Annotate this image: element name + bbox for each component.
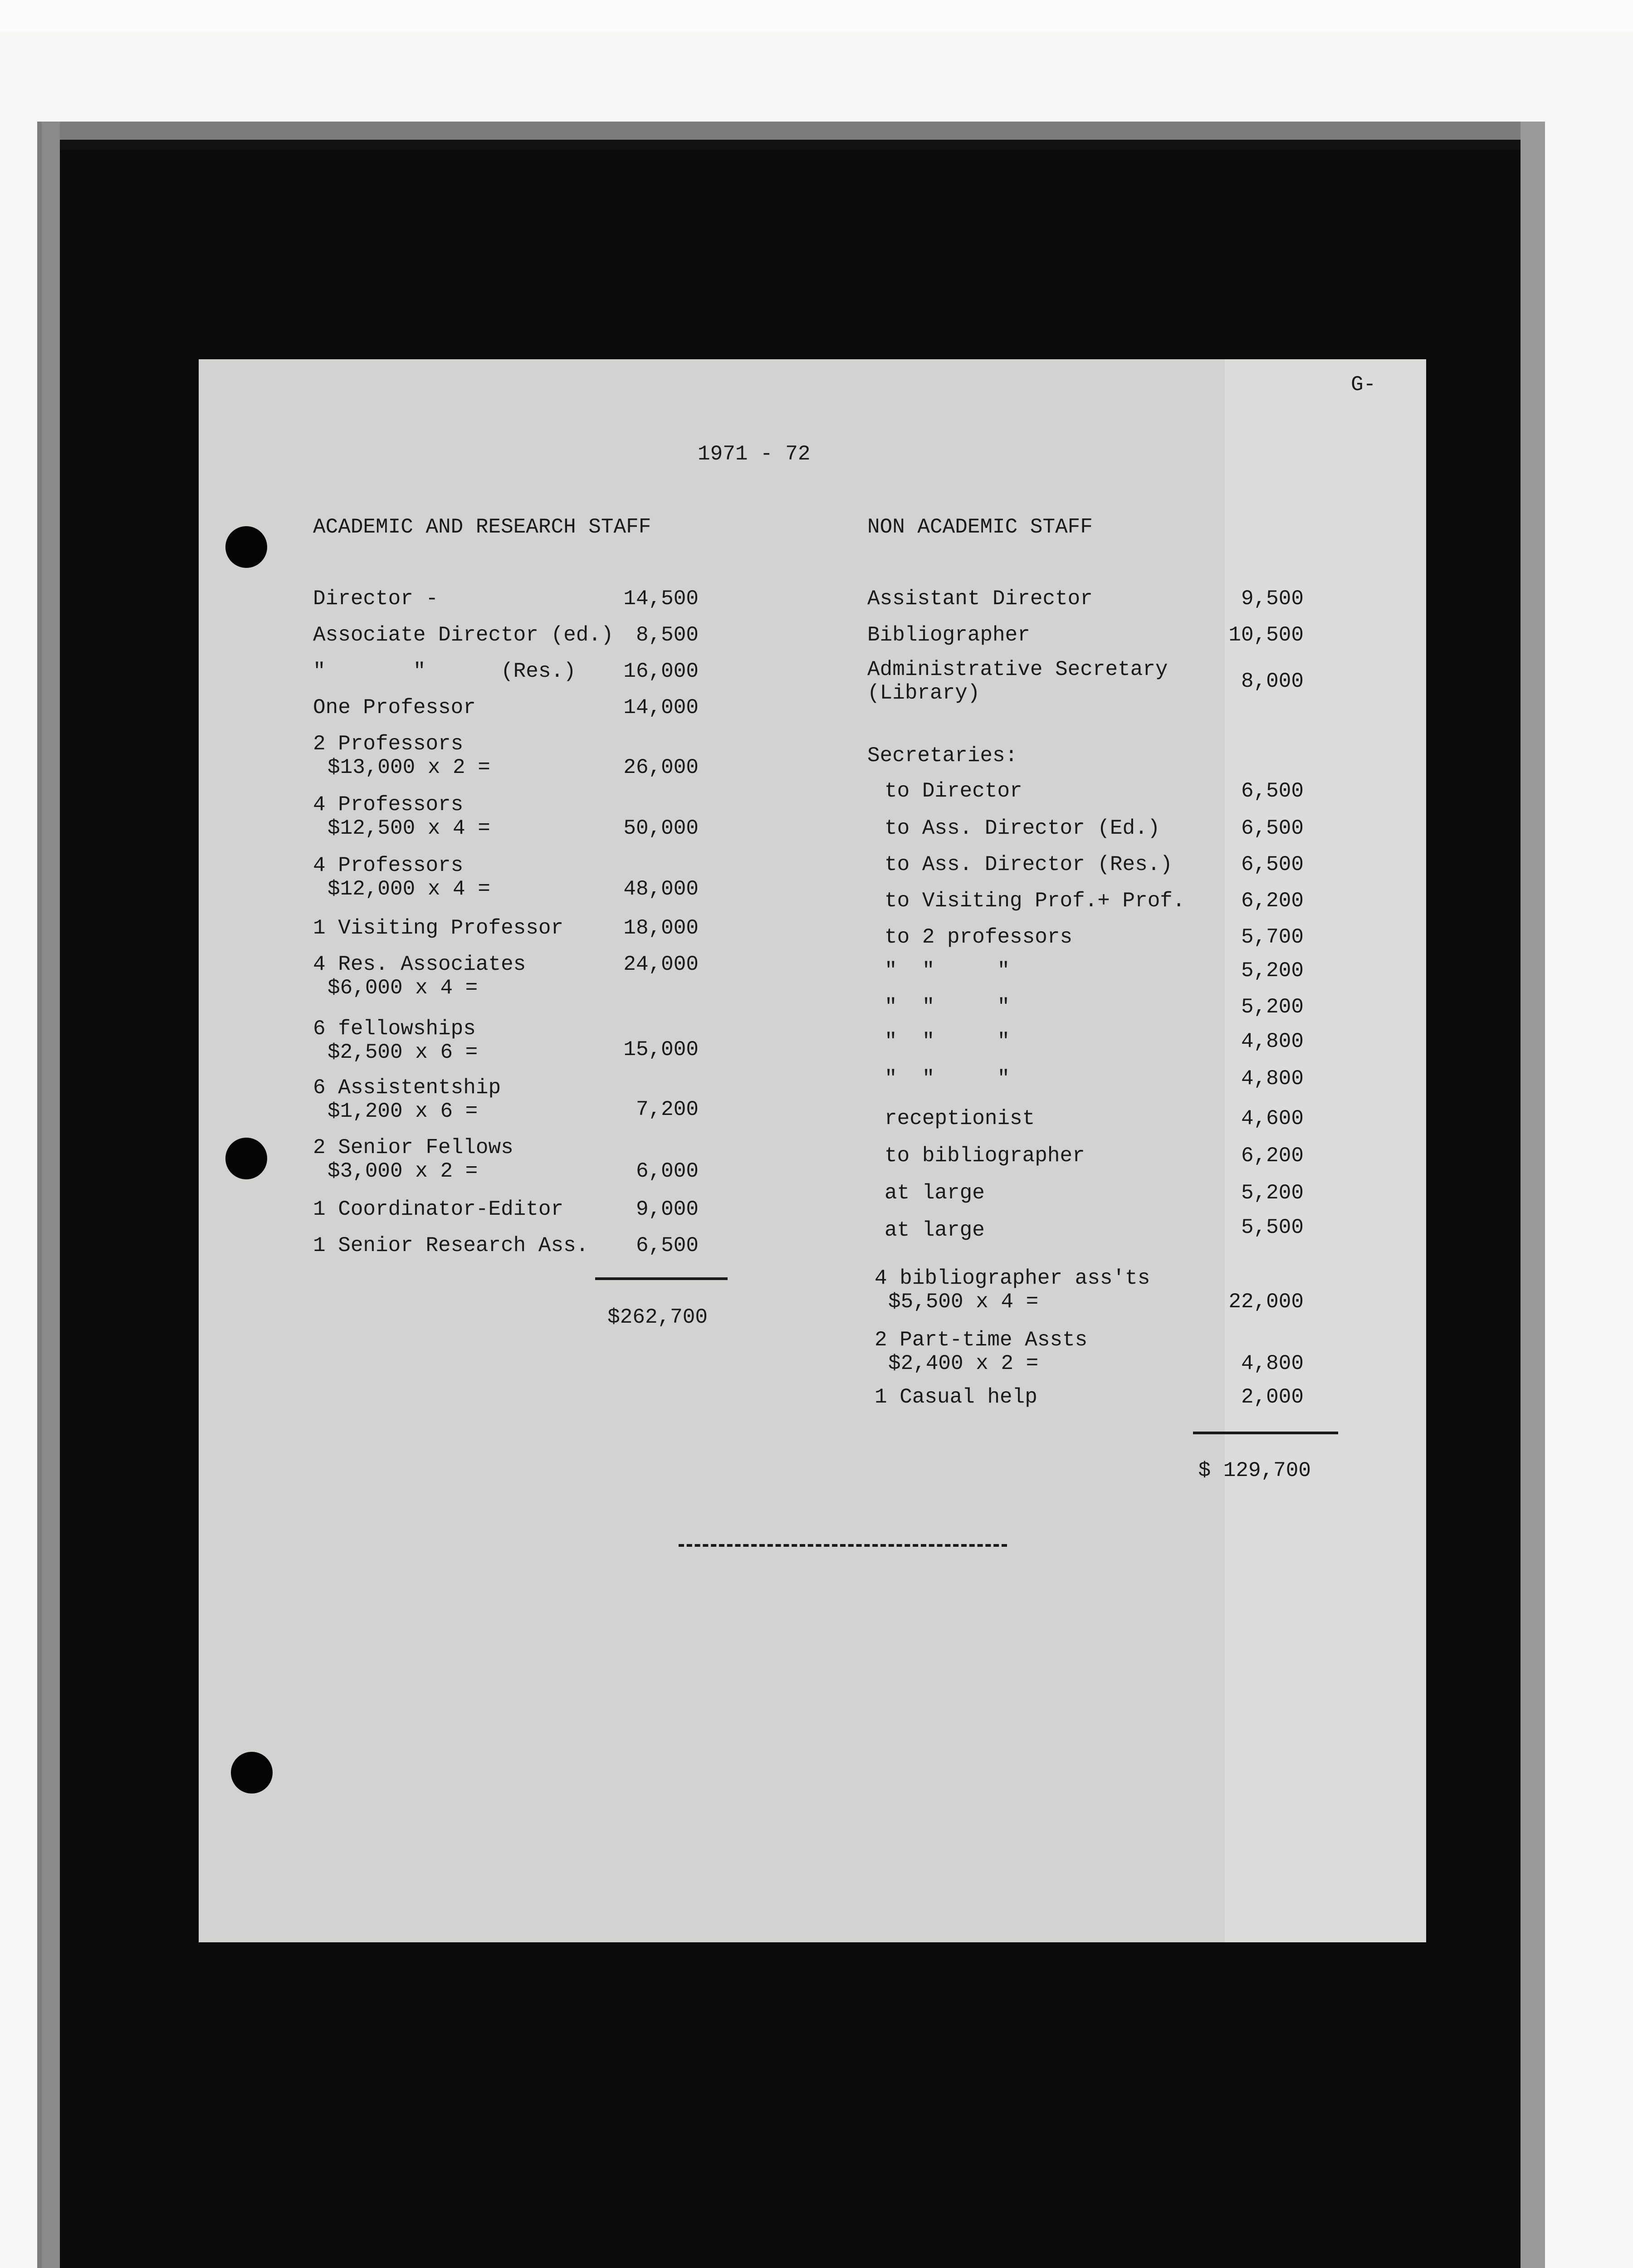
- academic-item-label: 6 Assistentship: [313, 1076, 501, 1100]
- academic-item-label: 6 fellowships: [313, 1017, 476, 1041]
- non-academic-item-amount: 22,000: [1228, 1290, 1304, 1314]
- non-academic-item-amount: 4,800: [1241, 1352, 1304, 1375]
- non-academic-item-label: to Ass. Director (Ed.): [885, 816, 1160, 840]
- punch-hole: [225, 1138, 267, 1179]
- non-academic-item-amount: 6,200: [1241, 889, 1304, 913]
- non-academic-item-calculation: $5,500 x 4 =: [888, 1290, 1039, 1314]
- non-academic-heading: NON ACADEMIC STAFF: [867, 515, 1093, 539]
- non-academic-item-label: at large: [885, 1218, 985, 1242]
- non-academic-item-amount: 5,200: [1241, 1181, 1304, 1205]
- academic-item-label: 1 Visiting Professor: [313, 916, 564, 940]
- academic-item-amount: 9,000: [636, 1198, 699, 1221]
- non-academic-item-amount: 4,800: [1241, 1030, 1304, 1053]
- academic-item-label: 2 Senior Fellows: [313, 1136, 513, 1159]
- non-academic-item-label: Administrative Secretary: [867, 658, 1168, 681]
- non-academic-item-amount: 5,700: [1241, 925, 1304, 949]
- closing-dashed-rule: [679, 1544, 1007, 1547]
- academic-item-label: 4 Res. Associates: [313, 953, 526, 976]
- academic-total: $262,700: [607, 1305, 708, 1329]
- non-academic-item-amount: 5,500: [1241, 1216, 1304, 1239]
- academic-item-label: Director -: [313, 587, 439, 611]
- non-academic-item-note: (Library): [867, 681, 980, 705]
- academic-item-label: 2 Professors: [313, 732, 464, 756]
- punch-hole: [231, 1752, 273, 1794]
- non-academic-item-amount: 6,500: [1241, 816, 1304, 840]
- non-academic-item-amount: 6,500: [1241, 853, 1304, 876]
- corner-mark: G-: [1351, 373, 1376, 396]
- academic-item-amount: 18,000: [623, 916, 699, 940]
- academic-item-amount: 24,000: [623, 953, 699, 976]
- academic-item-label: 4 Professors: [313, 793, 464, 816]
- punch-hole: [225, 526, 267, 568]
- non-academic-item-amount: 6,500: [1241, 779, 1304, 803]
- non-academic-item-label: 1 Casual help: [875, 1385, 1037, 1409]
- non-academic-item-label: to Visiting Prof.+ Prof.: [885, 889, 1185, 913]
- page-top-margin: [0, 0, 1633, 32]
- non-academic-item-amount: 5,200: [1241, 995, 1304, 1019]
- academic-item-calculation: $2,500 x 6 =: [328, 1041, 478, 1064]
- non-academic-item-label: " " ": [885, 959, 1010, 982]
- academic-item-amount: 26,000: [623, 756, 699, 779]
- academic-item-label: 1 Coordinator-Editor: [313, 1198, 564, 1221]
- film-edge-right: [1521, 122, 1545, 2268]
- academic-item-amount: 8,500: [636, 623, 699, 647]
- academic-item-calculation: $6,000 x 4 =: [328, 976, 478, 1000]
- academic-heading: ACADEMIC AND RESEARCH STAFF: [313, 515, 651, 539]
- non-academic-item-label: " " ": [885, 1030, 1010, 1053]
- non-academic-item-label: to Ass. Director (Res.): [885, 853, 1173, 876]
- academic-item-label: 1 Senior Research Ass.: [313, 1234, 589, 1257]
- academic-item-amount: 16,000: [623, 660, 699, 683]
- document-year: 1971 - 72: [698, 442, 811, 466]
- academic-item-label: Associate Director (ed.): [313, 623, 614, 647]
- academic-item-amount: 15,000: [623, 1038, 699, 1061]
- non-academic-total-rule: [1193, 1432, 1338, 1434]
- non-academic-item-label: " " ": [885, 1067, 1010, 1090]
- academic-item-amount: 14,000: [623, 696, 699, 719]
- academic-item-calculation: $12,000 x 4 =: [328, 877, 490, 901]
- academic-item-amount: 50,000: [623, 816, 699, 840]
- non-academic-item-label: at large: [885, 1181, 985, 1205]
- academic-item-amount: 6,500: [636, 1234, 699, 1257]
- academic-item-amount: 7,200: [636, 1098, 699, 1121]
- non-academic-item-amount: 4,600: [1241, 1107, 1304, 1130]
- academic-item-amount: 14,500: [623, 587, 699, 611]
- non-academic-item-label: receptionist: [885, 1107, 1035, 1130]
- academic-item-label: One Professor: [313, 696, 476, 719]
- academic-item-calculation: $12,500 x 4 =: [328, 816, 490, 840]
- non-academic-item-label: to Director: [885, 779, 1022, 803]
- academic-item-amount: 6,000: [636, 1159, 699, 1183]
- non-academic-total: $ 129,700: [1198, 1459, 1311, 1482]
- non-academic-item-amount: 9,500: [1241, 587, 1304, 611]
- academic-item-label: 4 Professors: [313, 854, 464, 877]
- academic-item-calculation: $13,000 x 2 =: [328, 756, 490, 779]
- academic-item-calculation: $1,200 x 6 =: [328, 1100, 478, 1123]
- academic-total-rule: [595, 1277, 728, 1280]
- non-academic-item-amount: 2,000: [1241, 1385, 1304, 1409]
- academic-item-label: " " (Res.): [313, 660, 576, 683]
- non-academic-item-label: 2 Part-time Assts: [875, 1328, 1088, 1352]
- non-academic-item-label: to bibliographer: [885, 1144, 1085, 1168]
- non-academic-item-amount: 10,500: [1228, 623, 1304, 647]
- non-academic-item-label: Bibliographer: [867, 623, 1030, 647]
- non-academic-item-amount: 5,200: [1241, 959, 1304, 982]
- non-academic-item-calculation: $2,400 x 2 =: [888, 1352, 1039, 1375]
- film-edge-left: [42, 122, 60, 2268]
- non-academic-item-label: Assistant Director: [867, 587, 1093, 611]
- non-academic-item-amount: 8,000: [1241, 670, 1304, 693]
- academic-item-amount: 48,000: [623, 877, 699, 901]
- non-academic-item-amount: 4,800: [1241, 1067, 1304, 1090]
- academic-item-calculation: $3,000 x 2 =: [328, 1159, 478, 1183]
- non-academic-item-label: 4 bibliographer ass'ts: [875, 1266, 1150, 1290]
- secretaries-heading: Secretaries:: [867, 744, 1018, 767]
- non-academic-item-label: " " ": [885, 995, 1010, 1019]
- non-academic-item-label: to 2 professors: [885, 925, 1073, 949]
- non-academic-item-amount: 6,200: [1241, 1144, 1304, 1168]
